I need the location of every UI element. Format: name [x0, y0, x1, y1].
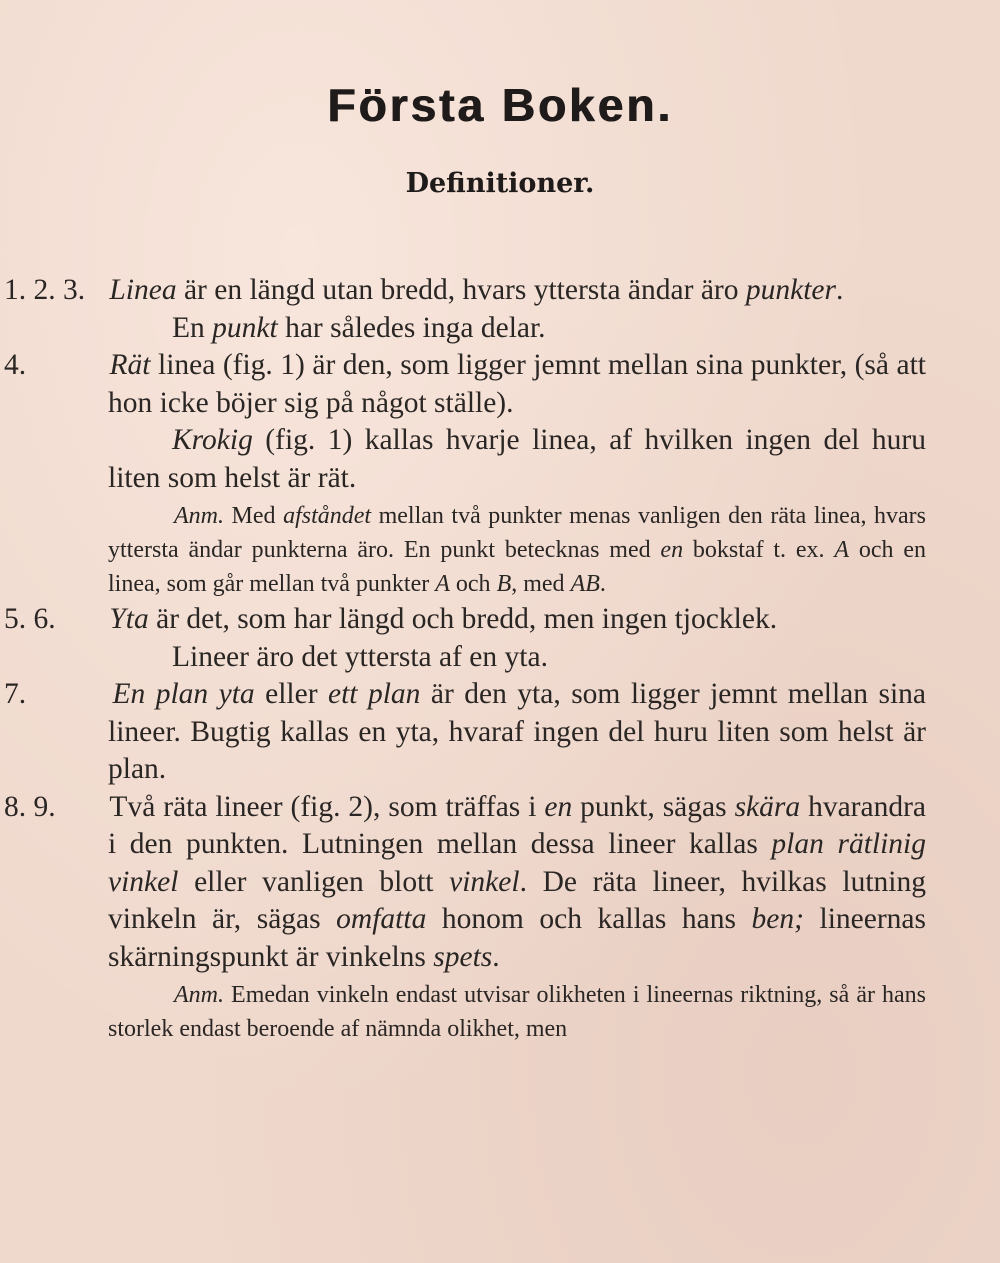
remark-text: bokstaf t. ex.	[683, 537, 835, 563]
definition-number: 5. 6.	[4, 603, 56, 635]
definition-4-cont	[56, 422, 926, 497]
term-a: A	[834, 537, 850, 563]
definition-text: linea (fig. 1) är den, som ligger jemnt mellan sina punkter, (så att hon icke böjer sig på något ställe).	[108, 349, 926, 419]
definitions-body	[4, 272, 927, 1046]
definition-number: 7.	[4, 678, 27, 710]
definition-7	[4, 676, 927, 789]
term-vinkel: vinkel	[449, 865, 520, 898]
definition-text: punkt, sägas	[572, 790, 735, 823]
remark-1	[108, 499, 926, 601]
definition-text: eller vanligen blott	[178, 865, 450, 898]
definition-text: Två räta lineer (fig. 2), som träffas i	[102, 790, 545, 823]
remark-text: mellan två punkter menas vanligen den räta linea, hvars yttersta ändar punkterna äro. En punkt betecknas med	[108, 503, 926, 563]
definition-number: 8. 9.	[4, 790, 56, 823]
definition-4	[4, 347, 926, 422]
term-punkt: punkt	[212, 311, 278, 344]
term-linea: Linea	[109, 274, 177, 306]
chapter-heading: Första Boken.	[327, 79, 673, 131]
term-spets: spets	[433, 940, 493, 973]
definition-number: 4.	[4, 349, 27, 381]
term-en: en	[660, 537, 684, 563]
term-rat: Rät	[109, 349, 151, 381]
term-punkter: punkter	[745, 274, 836, 306]
term-b: B	[496, 571, 512, 597]
term-ab: AB	[570, 571, 600, 597]
definition-5-6-cont: Lineer äro det yttersta af en yta.	[172, 640, 548, 673]
definition-text: (fig. 1) kallas hvarje linea, af hvilken ingen del huru liten som helst är rät.	[108, 424, 926, 494]
definition-8-9	[4, 789, 927, 977]
term-ben: ben;	[751, 903, 804, 935]
remark-text: Med	[224, 503, 284, 529]
section-heading: Definitioner.	[405, 168, 595, 199]
definition-number: 1. 2. 3.	[4, 274, 86, 306]
term-krokig: Krokig	[172, 424, 253, 456]
definition-text: eller	[254, 678, 328, 710]
term-yta: Yta	[109, 603, 149, 635]
term-plan-yta: En plan yta	[112, 678, 255, 710]
definition-text: honom och kallas hans	[426, 903, 752, 935]
remark-text: .	[599, 571, 606, 597]
definition-text: är den yta, som ligger jemnt mellan sina lineer. Bugtig kallas en yta, hvaraf ingen del huru liten som helst är plan.	[108, 678, 927, 785]
definition-text: .	[492, 940, 500, 973]
remark-text: och en linea, som går mellan två punkter	[108, 537, 926, 597]
definition-5-6	[4, 601, 926, 639]
definition-text: är det, som har längd och bredd, men ingen tjocklek.	[148, 603, 778, 635]
definition-text: .	[836, 274, 844, 306]
remark-text: och	[449, 571, 497, 597]
definition-text: . De räta lineer, hvilkas lutning vinkeln är, sägas	[108, 865, 926, 935]
definition-1-3	[4, 272, 926, 310]
term-plan-ratlinig-vinkel: plan rätlinig vinkel	[108, 828, 926, 898]
term-skara: skära	[734, 790, 801, 823]
term-ett-plan: ett plan	[328, 678, 421, 710]
definition-text: har således inga delar.	[277, 311, 546, 344]
definition-text: En	[172, 311, 213, 344]
remark-label: Anm.	[174, 982, 224, 1008]
remark-label: Anm.	[174, 503, 224, 529]
term-a: A	[435, 571, 450, 597]
remark-text: Emedan vinkeln endast utvisar olikheten i lineernas riktning, så är hans storlek endast beroende af nämnda olikhet, men	[108, 982, 926, 1042]
term-en: en	[544, 790, 573, 823]
remark-text: , med	[511, 571, 571, 597]
term-omfatta: omfatta	[336, 903, 427, 935]
definition-text: hvarandra i den punkten. Lutningen mellan dessa lineer kallas	[108, 790, 927, 860]
definition-text: är en längd utan bredd, hvars yttersta ändar äro	[176, 274, 746, 306]
definition-text: lineernas skärningspunkt är vinkelns	[108, 903, 926, 973]
definition-1-3-cont	[56, 310, 926, 348]
remark-2	[108, 978, 926, 1046]
term-afstandet: afståndet	[283, 503, 372, 529]
